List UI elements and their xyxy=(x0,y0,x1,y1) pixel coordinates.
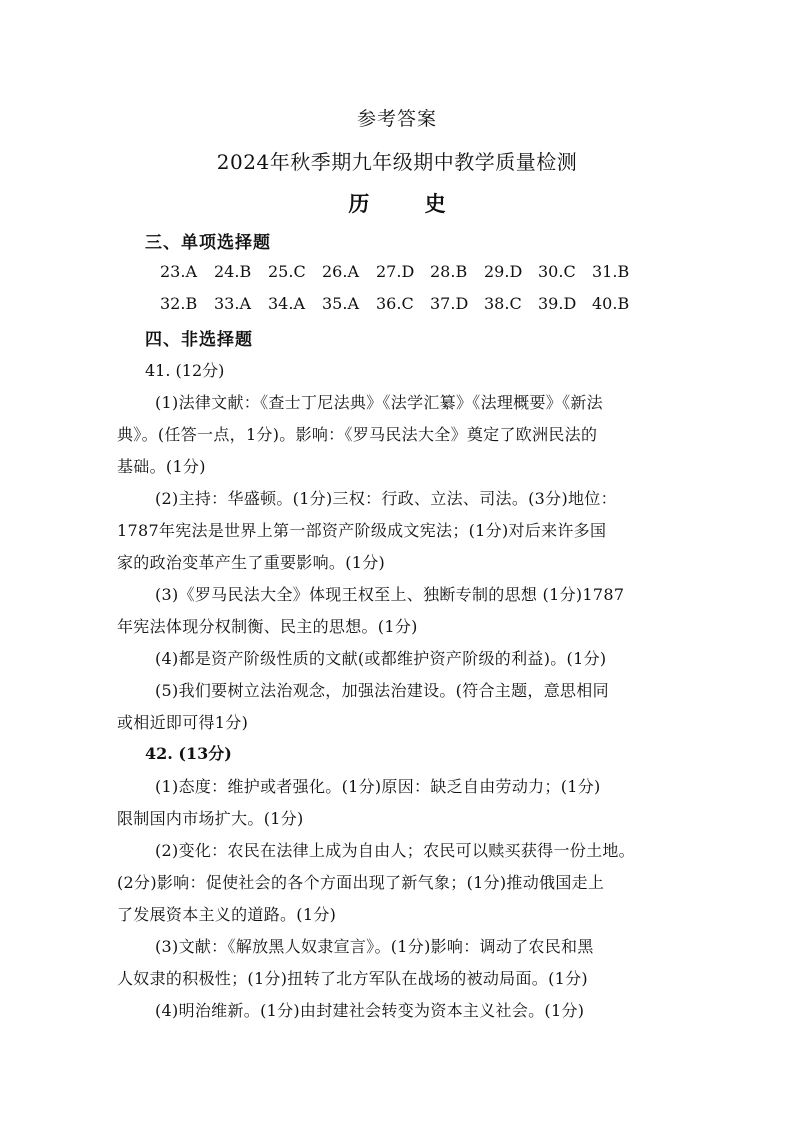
answer-item: 36.C xyxy=(376,294,414,313)
answer-item: 27.D xyxy=(376,262,415,281)
answer-line: (4)明治维新。(1分)由封建社会转变为资本主义社会。(1分) xyxy=(155,1001,585,1020)
answer-line: (1)法律文献：《查士丁尼法典》《法学汇纂》《法理概要》《新法 xyxy=(155,393,603,412)
answer-item: 32.B xyxy=(160,294,198,313)
answer-line: (2)主持：华盛顿。(1分)三权：行政、立法、司法。(3分)地位： xyxy=(155,489,617,508)
answer-item: 31.B xyxy=(592,262,630,281)
answer-item: 25.C xyxy=(268,262,306,281)
answer-item: 34.A xyxy=(268,294,305,313)
exam-title: 2024年秋季期九年级期中教学质量检测 xyxy=(216,150,578,174)
answer-item: 28.B xyxy=(430,262,468,281)
subject-title: 历 史 xyxy=(348,191,470,216)
answer-item: 37.D xyxy=(430,294,469,313)
answer-row-2 xyxy=(160,294,646,313)
answer-line: 典》。(任答一点，1分)。影响：《罗马民法大全》奠定了欧洲民法的 xyxy=(117,425,598,444)
answer-line: (2)变化：农民在法律上成为自由人；农民可以赎买获得一份土地。 xyxy=(155,841,635,860)
section-multiple-choice-heading: 三、单项选择题 xyxy=(145,233,271,253)
answer-line: 了发展资本主义的道路。(1分) xyxy=(117,905,337,924)
answer-item: 38.C xyxy=(484,294,522,313)
answer-item: 23.A xyxy=(160,262,197,281)
answer-line: (3)《罗马民法大全》体现王权至上、独断专制的思想 (1分)1787 xyxy=(155,585,625,604)
answer-line: (4)都是资产阶级性质的文献(或都维护资产阶级的利益)。(1分) xyxy=(155,649,607,668)
answer-row-1 xyxy=(160,262,646,281)
question-41-heading: 41. (12分) xyxy=(145,361,225,380)
answer-line: 年宪法体现分权制衡、民主的思想。(1分) xyxy=(117,617,418,636)
answer-line: 限制国内市场扩大。(1分) xyxy=(117,809,304,828)
answer-line: (2分)影响：促使社会的各个方面出现了新气象；(1分)推动俄国走上 xyxy=(117,873,605,892)
answer-line: 1787年宪法是世界上第一部资产阶级成文宪法；(1分)对后来许多国 xyxy=(117,521,607,540)
answer-item: 39.D xyxy=(538,294,577,313)
answer-item: 24.B xyxy=(214,262,252,281)
answer-item: 30.C xyxy=(538,262,576,281)
answer-item: 26.A xyxy=(322,262,359,281)
question-42-heading: 42. (13分) xyxy=(145,744,232,763)
section-non-choice-heading: 四、非选择题 xyxy=(145,330,253,350)
answer-item: 35.A xyxy=(322,294,359,313)
answer-line: (1)态度：维护或者强化。(1分)原因：缺乏自由劳动力；(1分) xyxy=(155,777,601,796)
answer-line: (3)文献：《解放黑人奴隶宣言》。(1分)影响：调动了农民和黑 xyxy=(155,937,594,956)
answer-line: 或相近即可得1分) xyxy=(117,713,249,732)
answer-line: 家的政治变革产生了重要影响。(1分) xyxy=(117,553,386,572)
answer-line: 基础。(1分) xyxy=(117,457,206,476)
reference-answer-title: 参考答案 xyxy=(356,108,437,130)
answer-line: (5)我们要树立法治观念，加强法治建设。(符合主题，意思相同 xyxy=(155,681,609,700)
answer-line: 人奴隶的积极性；(1分)扭转了北方军队在战场的被动局面。(1分) xyxy=(117,969,588,988)
answer-item: 33.A xyxy=(214,294,251,313)
answer-item: 29.D xyxy=(484,262,523,281)
answer-item: 40.B xyxy=(592,294,630,313)
